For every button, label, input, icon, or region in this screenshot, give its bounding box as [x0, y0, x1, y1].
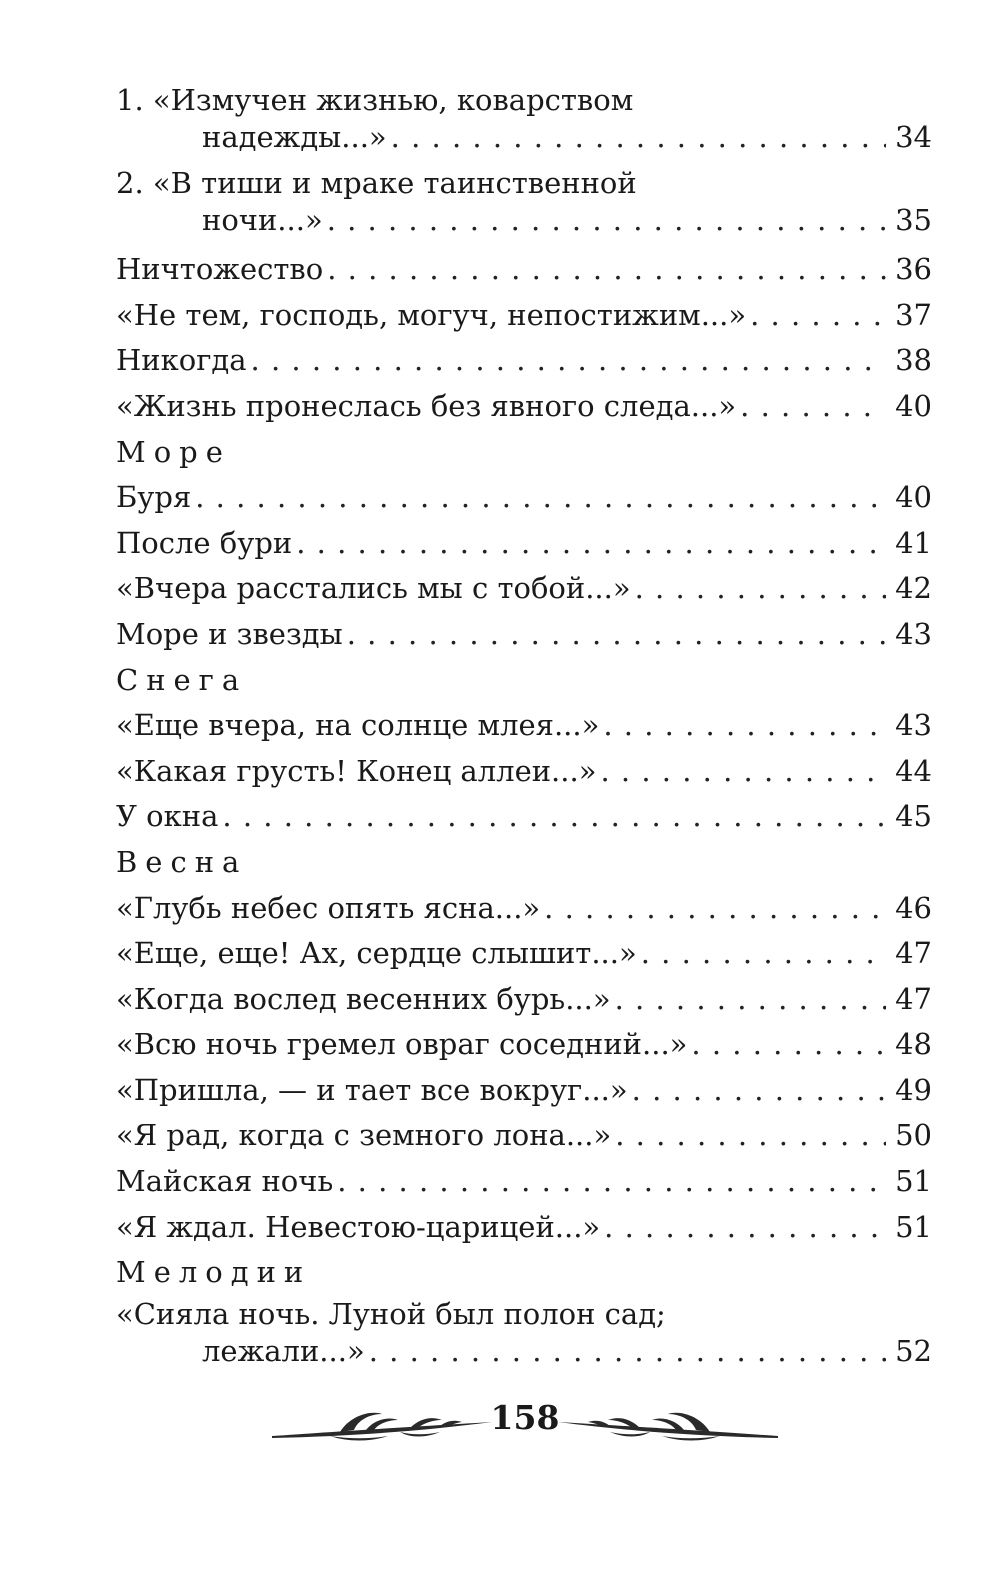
toc-entry-title: «Не тем, господь, могуч, непостижим...»	[116, 297, 747, 332]
toc-entry-title: «Какая грусть! Конец аллеи...»	[116, 753, 597, 788]
page-number: 158	[490, 1398, 560, 1437]
toc-page-number: 40	[895, 480, 932, 515]
toc-entry	[116, 749, 932, 795]
table-of-contents	[116, 82, 932, 1378]
toc-page-number: 48	[895, 1027, 932, 1062]
toc-page-number: 47	[895, 936, 932, 971]
toc-page-number: 51	[895, 1209, 932, 1244]
toc-entry-title: Майская ночь	[116, 1164, 334, 1199]
toc-entry	[116, 1159, 932, 1205]
toc-entry	[116, 1113, 932, 1159]
section-heading: Море	[116, 434, 231, 469]
dot-leader	[327, 202, 886, 239]
section-heading: Весна	[116, 844, 248, 879]
dot-leader	[296, 521, 886, 567]
toc-page-number: 52	[895, 1333, 932, 1368]
toc-entry-continuation	[116, 1333, 932, 1379]
toc-entry-title-continued: ночи...»	[202, 202, 323, 237]
toc-entry	[116, 82, 932, 165]
toc-entry-title: «Когда вослед весенних бурь...»	[116, 981, 611, 1016]
toc-entry	[116, 931, 932, 977]
toc-page-number: 40	[895, 388, 932, 423]
toc-entry	[116, 475, 932, 521]
toc-entry-title: «Еще, еще! Ах, сердце слышит...»	[116, 936, 637, 971]
toc-entry-title: Ничтожество	[116, 252, 324, 287]
dot-leader	[369, 1333, 886, 1370]
dot-leader	[604, 1205, 886, 1251]
toc-entry	[116, 247, 932, 293]
dot-leader	[615, 1113, 886, 1159]
toc-entry	[116, 1022, 932, 1068]
toc-page-number: 47	[895, 981, 932, 1016]
dot-leader	[195, 475, 886, 521]
toc-page-number: 38	[895, 343, 932, 378]
toc-entry-title: «Глубь небес опять ясна...»	[116, 890, 541, 925]
toc-entry-title-continued: лежали...»	[202, 1333, 365, 1368]
dot-leader	[750, 293, 886, 339]
dot-leader	[635, 566, 886, 612]
toc-entry-title: После бури	[116, 525, 293, 560]
toc-entry-title: «Я рад, когда с земного лона...»	[116, 1118, 612, 1153]
dot-leader	[603, 703, 886, 749]
dot-leader	[347, 612, 886, 658]
toc-entry-title: «Всю ночь гремел овраг соседний...»	[116, 1027, 688, 1062]
toc-entry-title: «Вчера расстались мы с тобой...»	[116, 571, 631, 606]
toc-page-number: 44	[895, 753, 932, 788]
toc-entry	[116, 1205, 932, 1251]
section-heading: Снега	[116, 662, 248, 697]
page-footer	[270, 1392, 780, 1452]
dot-leader	[632, 1068, 886, 1114]
toc-page-number: 49	[895, 1072, 932, 1107]
toc-entry-title: 1. «Измучен жизнью, коварством	[116, 83, 634, 117]
toc-entry-title: «Еще вчера, на солнце млея...»	[116, 708, 600, 743]
toc-entry	[116, 566, 932, 612]
dot-leader	[691, 1022, 886, 1068]
toc-entry-title: Никогда	[116, 343, 247, 378]
toc-entry-title: Буря	[116, 480, 192, 515]
toc-entry-continuation	[116, 202, 932, 248]
toc-entry	[116, 1068, 932, 1114]
toc-entry-continuation	[116, 119, 932, 165]
dot-leader	[251, 338, 886, 384]
toc-entry	[116, 293, 932, 339]
toc-entry	[116, 703, 932, 749]
dot-leader	[391, 119, 886, 156]
toc-page-number: 51	[895, 1164, 932, 1199]
toc-entry	[116, 384, 932, 430]
toc-entry-title: «Сияла ночь. Луной был полон сад;	[116, 1296, 666, 1331]
dot-leader	[615, 977, 886, 1023]
toc-page-number: 46	[895, 890, 932, 925]
dot-leader	[641, 931, 886, 977]
dot-leader	[600, 749, 886, 795]
toc-page-number: 35	[895, 202, 932, 237]
toc-entry-title: «Жизнь пронеслась без явного следа...»	[116, 388, 737, 423]
toc-page-number: 42	[895, 571, 932, 606]
toc-entry-title: «Пришла, — и тает все вокруг...»	[116, 1072, 628, 1107]
toc-entry-title-continued: надежды...»	[202, 120, 387, 154]
toc-page-number: 36	[895, 252, 932, 287]
toc-page-number: 50	[895, 1118, 932, 1153]
dot-leader	[327, 247, 886, 293]
toc-entry	[116, 165, 932, 248]
toc-entry	[116, 338, 932, 384]
toc-entry	[116, 794, 932, 840]
toc-page-number: 45	[895, 799, 932, 834]
dot-leader	[222, 794, 886, 840]
section-heading: Мелодии	[116, 1255, 312, 1290]
toc-entry	[116, 886, 932, 932]
dot-leader	[740, 384, 886, 430]
toc-page-number: 41	[895, 525, 932, 560]
toc-entry-title: У окна	[116, 799, 219, 834]
toc-entry	[116, 977, 932, 1023]
toc-entry-title: «Я ждал. Невестою-царицей...»	[116, 1209, 601, 1244]
toc-entry	[116, 521, 932, 567]
toc-entry	[116, 612, 932, 658]
toc-entry-title: 2. «В тиши и мраке таинственной	[116, 165, 637, 200]
toc-entry	[116, 1296, 932, 1379]
dot-leader	[337, 1159, 886, 1205]
toc-page-number: 43	[895, 708, 932, 743]
toc-entry-title: Море и звезды	[116, 616, 343, 651]
dot-leader	[544, 886, 886, 932]
toc-page-number: 37	[895, 297, 932, 332]
toc-page-number: 34	[895, 120, 932, 154]
toc-page-number: 43	[895, 616, 932, 651]
